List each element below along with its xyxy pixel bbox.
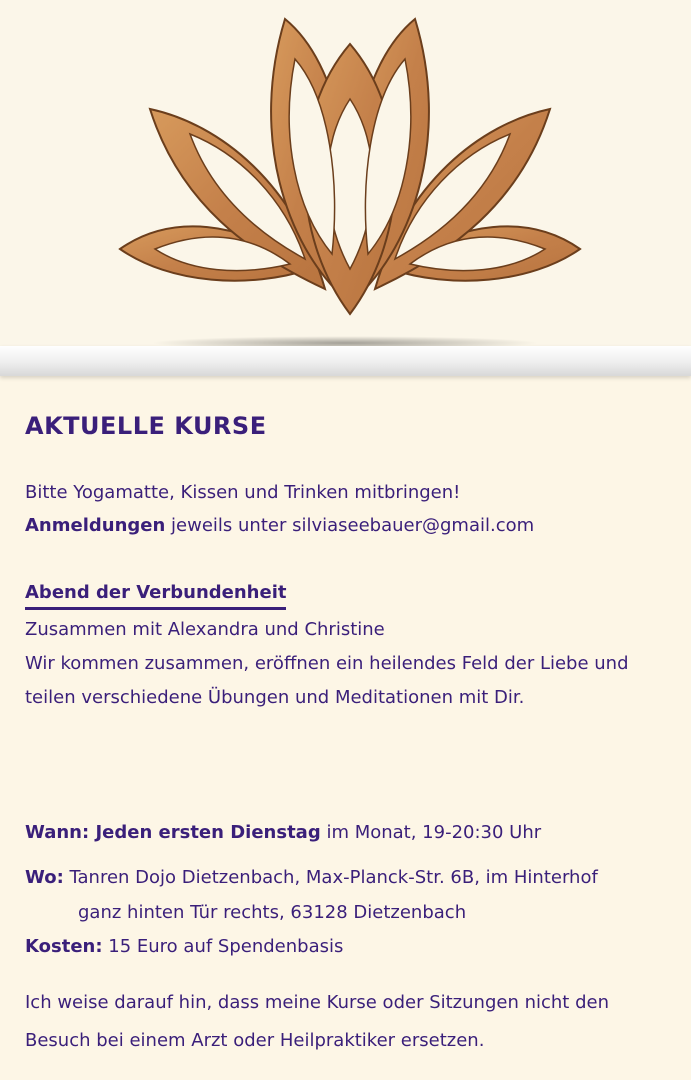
lotus-icon — [110, 14, 590, 334]
shelf-edge — [0, 346, 691, 376]
cost-label: Kosten: — [25, 936, 103, 957]
disclaimer-line-1: Ich weise darauf hin, dass meine Kurse oder Sitzungen nicht den — [25, 992, 609, 1013]
event-title[interactable]: Abend der Verbundenheit — [25, 582, 286, 610]
where-text: Tanren Dojo Dietzenbach, Max-Planck-Str. 6B, im Hinterhof — [63, 867, 598, 888]
when-line — [25, 822, 541, 843]
registration-label: Anmeldungen — [25, 515, 166, 536]
event-line-3: teilen verschiedene Übungen und Meditationen mit Dir. — [25, 687, 525, 708]
header-image — [0, 0, 691, 376]
when-label: Wann: Jeden ersten Dienstag — [25, 822, 321, 843]
where-label: Wo: — [25, 867, 64, 888]
where-line — [25, 867, 598, 888]
event-line-1: Zusammen mit Alexandra und Christine — [25, 619, 385, 640]
registration-email: jeweils unter silviaseebauer@gmail.com — [165, 515, 535, 536]
registration-line — [25, 515, 534, 536]
disclaimer-line-2: Besuch bei einem Arzt oder Heilpraktiker ersetzen. — [25, 1030, 485, 1051]
where-line-2: ganz hinten Tür rechts, 63128 Dietzenbach — [78, 902, 467, 923]
cost-text: 15 Euro auf Spendenbasis — [102, 936, 344, 957]
intro-line: Bitte Yogamatte, Kissen und Trinken mitbringen! — [25, 482, 461, 503]
course-content — [25, 412, 665, 1051]
page-title: AKTUELLE KURSE — [25, 412, 267, 440]
event-line-2: Wir kommen zusammen, eröffnen ein heilendes Feld der Liebe und — [25, 653, 629, 674]
when-text: im Monat, 19-20:30 Uhr — [320, 822, 542, 843]
cost-line — [25, 936, 343, 957]
